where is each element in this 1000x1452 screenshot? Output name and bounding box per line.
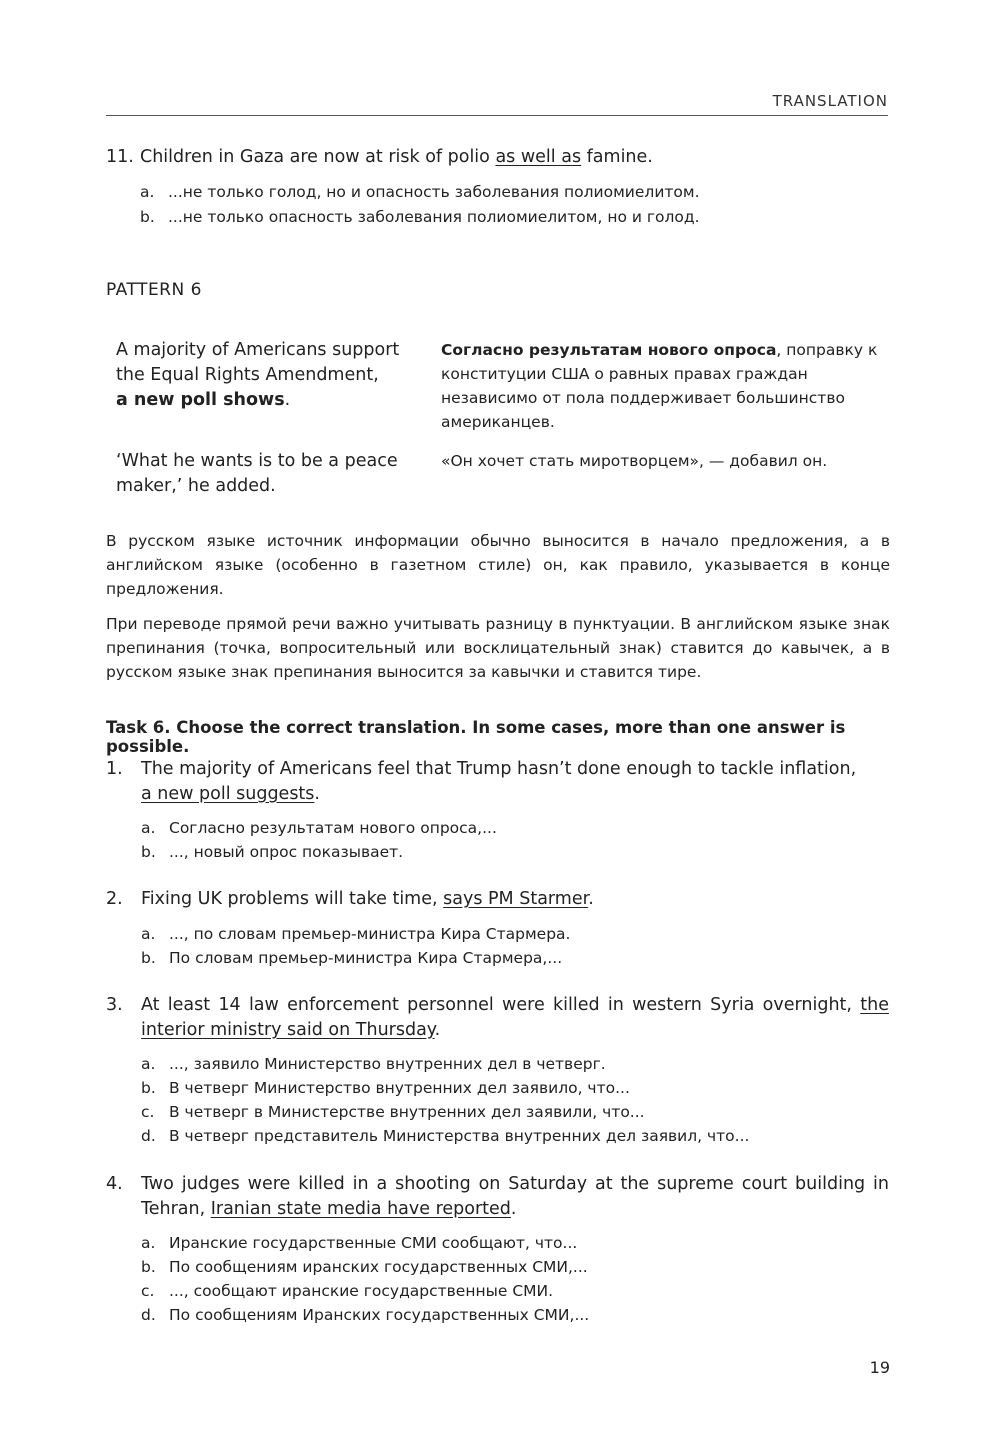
task-item-2-text-before: Fixing UK problems will take time, — [141, 889, 444, 909]
option-text: ...не только голод, но и опасность заболевания полиомиелитом. — [168, 183, 700, 201]
task-item-1-option-b — [141, 840, 403, 864]
task-item-4-option-b — [141, 1255, 588, 1279]
pattern-row-1-en-plain: A majority of Americans support the Equal Rights Amendment, — [116, 340, 400, 385]
task-item-1-sentence — [141, 757, 891, 807]
option-text: ..., по словам премьер-министра Кира Стармера. — [169, 925, 571, 943]
task-item-2-option-a — [141, 922, 570, 946]
pattern-row-2-russian: «Он хочет стать миротворцем», — добавил он. — [441, 452, 828, 470]
option-text: По сообщениям Иранских государственных СМИ,... — [169, 1306, 590, 1324]
task-item-4-option-c — [141, 1279, 553, 1303]
task-item-4-sentence — [141, 1172, 889, 1222]
option-text: ..., сообщают иранские государственные СМИ. — [169, 1282, 554, 1300]
option-text: По словам премьер-министра Кира Стармера,... — [169, 949, 563, 967]
option-text: По сообщениям иранских государственных СМИ,... — [169, 1258, 588, 1276]
pattern-row-1-en-end: . — [284, 390, 291, 410]
task-item-3-text-before: At least 14 law enforcement personnel were killed in western Syria overnight, — [141, 995, 861, 1015]
task-item-2-sentence — [141, 887, 891, 912]
page-number: 19 — [869, 1358, 890, 1377]
pattern-row-1-ru-rest: , поправку к конституции США о равных правах граждан независимо от пола поддерживает большинство американцев. — [441, 341, 878, 431]
task-item-1-number: 1. — [106, 759, 123, 779]
option-label: a. — [141, 925, 156, 943]
task-item-4-option-d — [141, 1303, 589, 1327]
task-item-1-underlined: a new poll suggests — [141, 784, 315, 804]
pattern-note-2: При переводе прямой речи важно учитывать разницу в пунктуации. В английском языке знак препинания (точка, вопросительный или восклицательный знак) ставится до кавычек, а в русском языке знак препинания выносится за кавычки и ставится тире. — [106, 615, 890, 681]
task-item-1-text-before: The majority of Americans feel that Trump hasn’t done enough to tackle inflation, — [141, 759, 857, 779]
task-item-3-option-a — [141, 1052, 606, 1076]
task-item-3-option-c — [141, 1100, 645, 1124]
option-label: b. — [140, 208, 155, 226]
pattern-note-1: В русском языке источник информации обычно выносится в начало предложения, а в английском языке (особенно в газетном стиле) он, как правило, указывается в конце предложения. — [106, 532, 890, 598]
option-label: b. — [141, 1258, 156, 1276]
task-item-2-number: 2. — [106, 889, 123, 909]
option-label: c. — [141, 1282, 155, 1300]
option-text: ...не только опасность заболевания полиомиелитом, но и голод. — [168, 208, 700, 226]
task-item-4-option-a — [141, 1231, 577, 1255]
task-item-1-text-after: . — [314, 784, 320, 804]
pattern-row-1-en-bold: a new poll shows — [116, 390, 285, 410]
task-item-4-text-before: Two judges were killed in a shooting on Saturday at the supreme court building in Tehran, — [141, 1174, 889, 1219]
task-item-3-option-b — [141, 1076, 630, 1100]
item-11-number: 11. — [106, 147, 134, 167]
item-11-option-b — [140, 205, 700, 229]
option-text: В четверг Министерство внутренних дел заявило, что... — [169, 1079, 630, 1097]
option-label: d. — [141, 1127, 156, 1145]
option-label: a. — [141, 1234, 156, 1252]
running-head: TRANSLATION — [772, 92, 888, 110]
option-text: ..., новый опрос показывает. — [169, 843, 404, 861]
option-text: В четверг представитель Министерства внутренних дел заявил, что... — [169, 1127, 750, 1145]
task-item-2-underlined: says PM Starmer — [443, 889, 589, 909]
item-11-text-after: famine. — [581, 147, 653, 167]
pattern-row-1-russian — [441, 338, 891, 434]
pattern-title: PATTERN 6 — [106, 280, 202, 300]
pattern-row-1-english — [116, 338, 416, 413]
task-item-3-underlined: the interior ministry said on Thursday — [141, 995, 889, 1040]
option-label: d. — [141, 1306, 156, 1324]
task-item-2-option-b — [141, 946, 562, 970]
header-rule — [106, 115, 888, 116]
task-item-2-text-after: . — [588, 889, 594, 909]
option-text: В четверг в Министерстве внутренних дел заявили, что... — [169, 1103, 645, 1121]
option-label: a. — [141, 1055, 156, 1073]
option-label: b. — [141, 1079, 156, 1097]
option-label: a. — [141, 819, 156, 837]
option-text: Иранские государственные СМИ сообщают, что... — [169, 1234, 578, 1252]
task-item-3-sentence — [141, 993, 889, 1043]
task-item-1-option-a — [141, 816, 497, 840]
task-item-4-number: 4. — [106, 1174, 123, 1194]
option-label: b. — [141, 949, 156, 967]
pattern-row-2-english: ‘What he wants is to be a peace maker,’ he added. — [116, 451, 398, 496]
option-text: ..., заявило Министерство внутренних дел в четверг. — [169, 1055, 606, 1073]
option-label: b. — [141, 843, 156, 861]
option-label: a. — [140, 183, 155, 201]
task-title: Task 6. Choose the correct translation. In some cases, more than one answer is possible. — [106, 718, 846, 756]
pattern-row-1-ru-bold: Согласно результатам нового опроса — [441, 341, 777, 359]
task-item-3-option-d — [141, 1124, 749, 1148]
task-item-4-underlined: Iranian state media have reported — [210, 1199, 511, 1219]
task-item-3-text-after: . — [434, 1020, 441, 1040]
item-11-sentence — [140, 145, 890, 170]
item-11-option-a — [140, 180, 700, 204]
task-item-3-number: 3. — [106, 995, 123, 1015]
item-11-underlined: as well as — [495, 147, 582, 167]
item-11-text-before: Children in Gaza are now at risk of polio — [140, 147, 496, 167]
option-text: Согласно результатам нового опроса,... — [169, 819, 497, 837]
option-label: c. — [141, 1103, 155, 1121]
task-item-4-text-after: . — [510, 1199, 517, 1219]
